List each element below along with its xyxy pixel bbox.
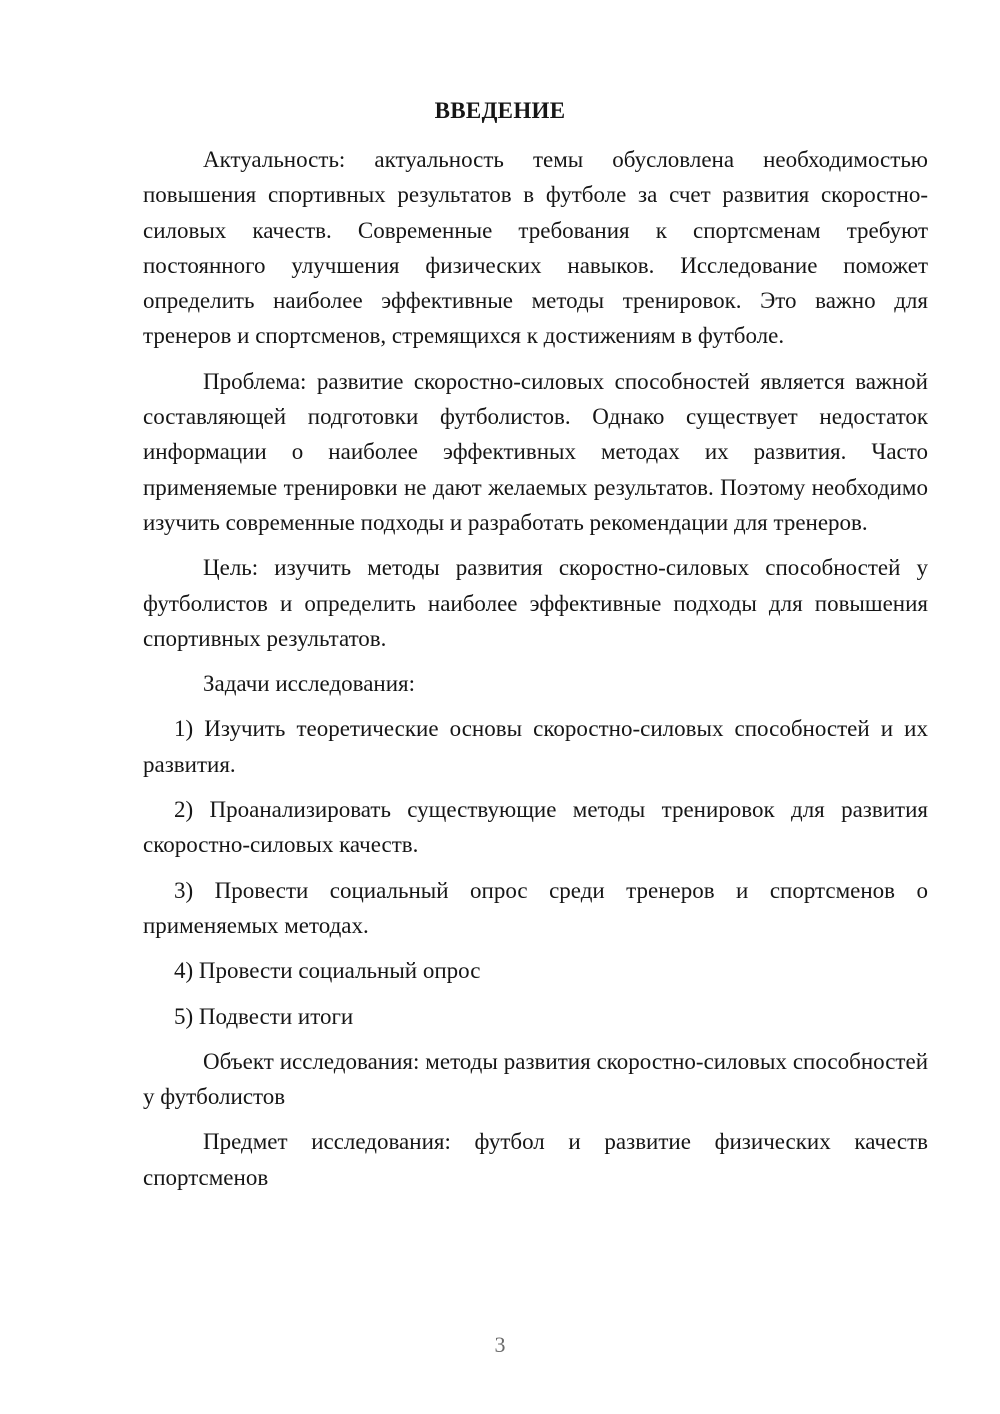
task-item-2: 2) Проанализировать существующие методы тренировок для развития скоростно-силовых качеств. [143, 797, 928, 858]
task-item-5: 5) Подвести итоги [174, 1003, 354, 1029]
page-number: 3 [494, 1332, 506, 1357]
paragraph-goal: Цель: изучить методы развития скоростно-силовых способностей у футболистов и определить наиболее эффективные подходы для повышения спортивных результатов. [143, 555, 928, 651]
paragraph-object: Объект исследования: методы развития скоростно-силовых способностей у футболистов [143, 1048, 928, 1110]
document-body [143, 142, 928, 1205]
paragraph-tasks-heading: Задачи исследования: [203, 671, 416, 697]
paragraph-subject: Предмет исследования: футбол и развитие физических качеств спортсменов [143, 1129, 928, 1190]
section-title: ВВЕДЕНИЕ [434, 98, 566, 123]
task-item-3: 3) Провести социальный опрос среди тренеров и спортсменов о применяемых методах. [143, 877, 928, 938]
paragraph-problem: Проблема: развитие скоростно-силовых способностей является важной составляющей подготовки футболистов. Однако существует недостаток информации о наиболее эффективных методах их развития. Часто применяемые тренировки не дают желаемых результатов. Поэтому необходимо изучить современные подходы и разработать рекомендации для тренеров. [143, 368, 928, 535]
paragraph-relevance: Актуальность: актуальность темы обусловлена необходимостью повышения спортивных результатов в футболе за счет развития скоростно-силовых качеств. Современные требования к спортсменам требуют постоянного улучшения физических навыков. Исследование поможет определить наиболее эффективные методы тренировок. Это важно для тренеров и спортсменов, стремящихся к достижениям в футболе. [143, 147, 928, 349]
task-item-4: 4) Провести социальный опрос [174, 958, 481, 984]
task-item-1: 1) Изучить теоретические основы скоростно-силовых способностей и их развития. [143, 716, 928, 777]
